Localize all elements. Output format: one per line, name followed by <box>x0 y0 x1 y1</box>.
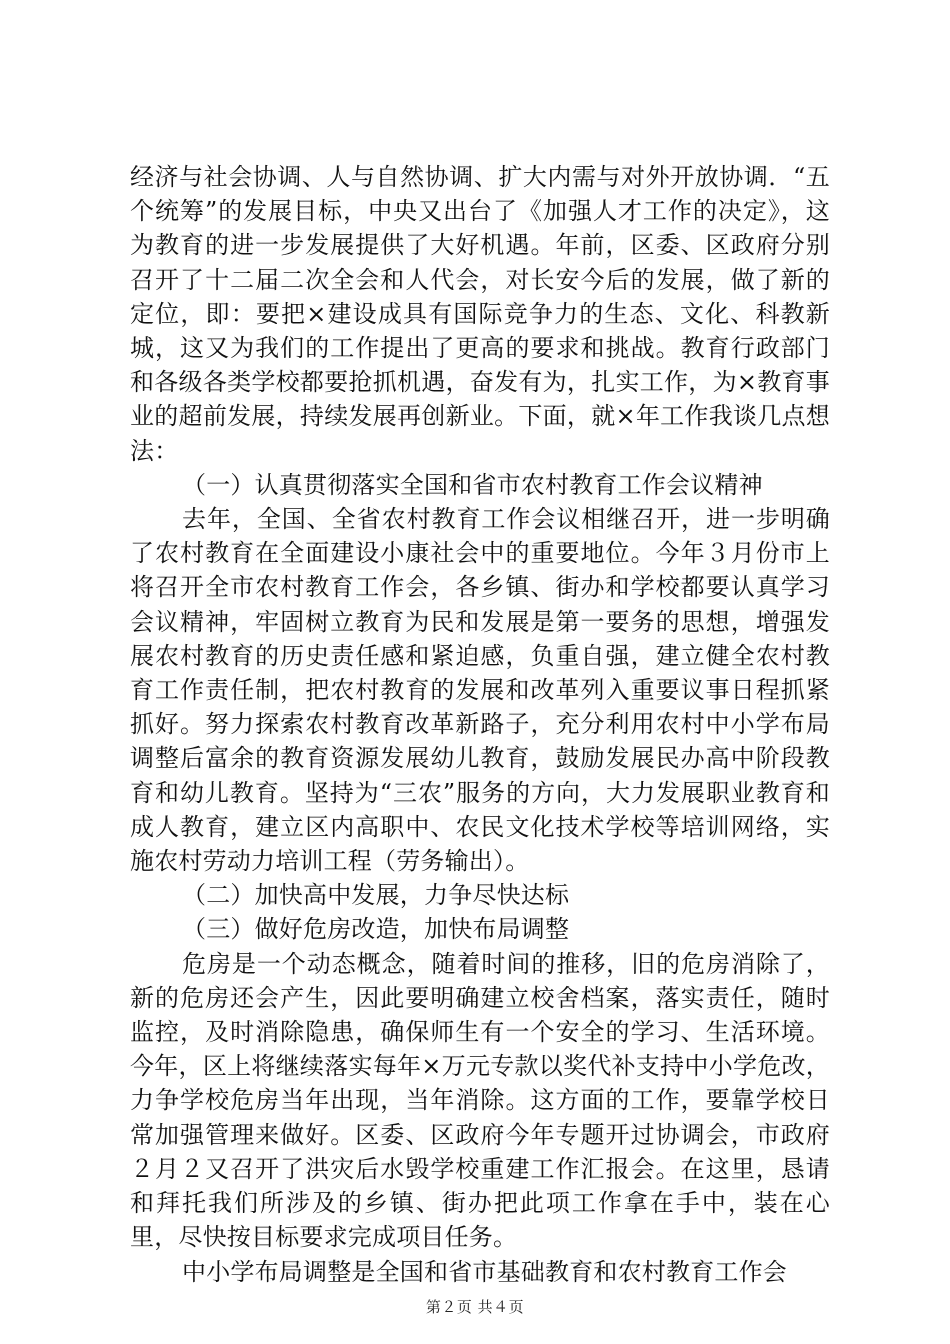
page-footer: 第２页 共４页 <box>425 1298 525 1316</box>
paragraph: 中小学布局调整是全国和省市基础教育和农村教育工作会 <box>182 1257 787 1286</box>
paragraph: 去年，全国、全省农村教育工作会议相继召开，进一步明确了农村教育在全面建设小康社会中的重要地位。今年３月份市上将召开全市农村教育工作会，各乡镇、街办和学校都要认真学习会议精神，牢固树立教育为民和发展是第一要务的思想，增强发展农村教育的历史责任感和紧迫感，负重自强，建立健全农村教育工作责任制，把农村教育的发展和改革列入重要议事日程抓紧抓好。努力探索农村教育改革新路子，充分利用农村中小学布局调整后富余的教育资源发展幼儿教育，鼓励发展民办高中阶段教育和幼儿教育。坚持为“三农”服务的方向，大力发展职业教育和成人教育，建立区内高职中、农民文化技术学校等培训网络，实施农村劳动力培训工程（劳务输出）。 <box>130 505 830 876</box>
section-heading-1: （一）认真贯彻落实全国和省市农村教育工作会议精神 <box>182 470 763 499</box>
paragraph-continued: 经济与社会协调、人与自然协调、扩大内需与对外开放协调．“五个统筹”的发展目标，中央又出台了《加强人才工作的决定》，这为教育的进一步发展提供了大好机遇。年前，区委、区政府分别召开了十二届二次全会和人代会，对长安今后的发展，做了新的定位，即：要把×建设成具有国际竞争力的生态、文化、科教新城，这又为我们的工作提出了更高的要求和挑战。教育行政部门和各级各类学校都要抢抓机遇，奋发有为，扎实工作，为×教育事业的超前发展，持续发展再创新业。下面，就×年工作我谈几点想法： <box>130 163 830 465</box>
section-heading-3: （三）做好危房改造，加快布局调整 <box>182 915 570 944</box>
paragraph: 危房是一个动态概念，随着时间的推移，旧的危房消除了，新的危房还会产生，因此要明确建立校舍档案，落实责任，随时监控，及时消除隐患，确保师生有一个安全的学习、生活环境。今年，区上将继续落实每年×万元专款以奖代补支持中小学危改，力争学校危房当年出现，当年消除。这方面的工作，要靠学校日常加强管理来做好。区委、区政府今年专题开过协调会，市政府２月２又召开了洪灾后水毁学校重建工作汇报会。在这里，恳请和拜托我们所涉及的乡镇、街办把此项工作拿在手中，装在心里，尽快按目标要求完成项目任务。 <box>130 949 830 1252</box>
document-body <box>130 160 830 1289</box>
section-heading-2: （二）加快高中发展，力争尽快达标 <box>182 881 570 910</box>
